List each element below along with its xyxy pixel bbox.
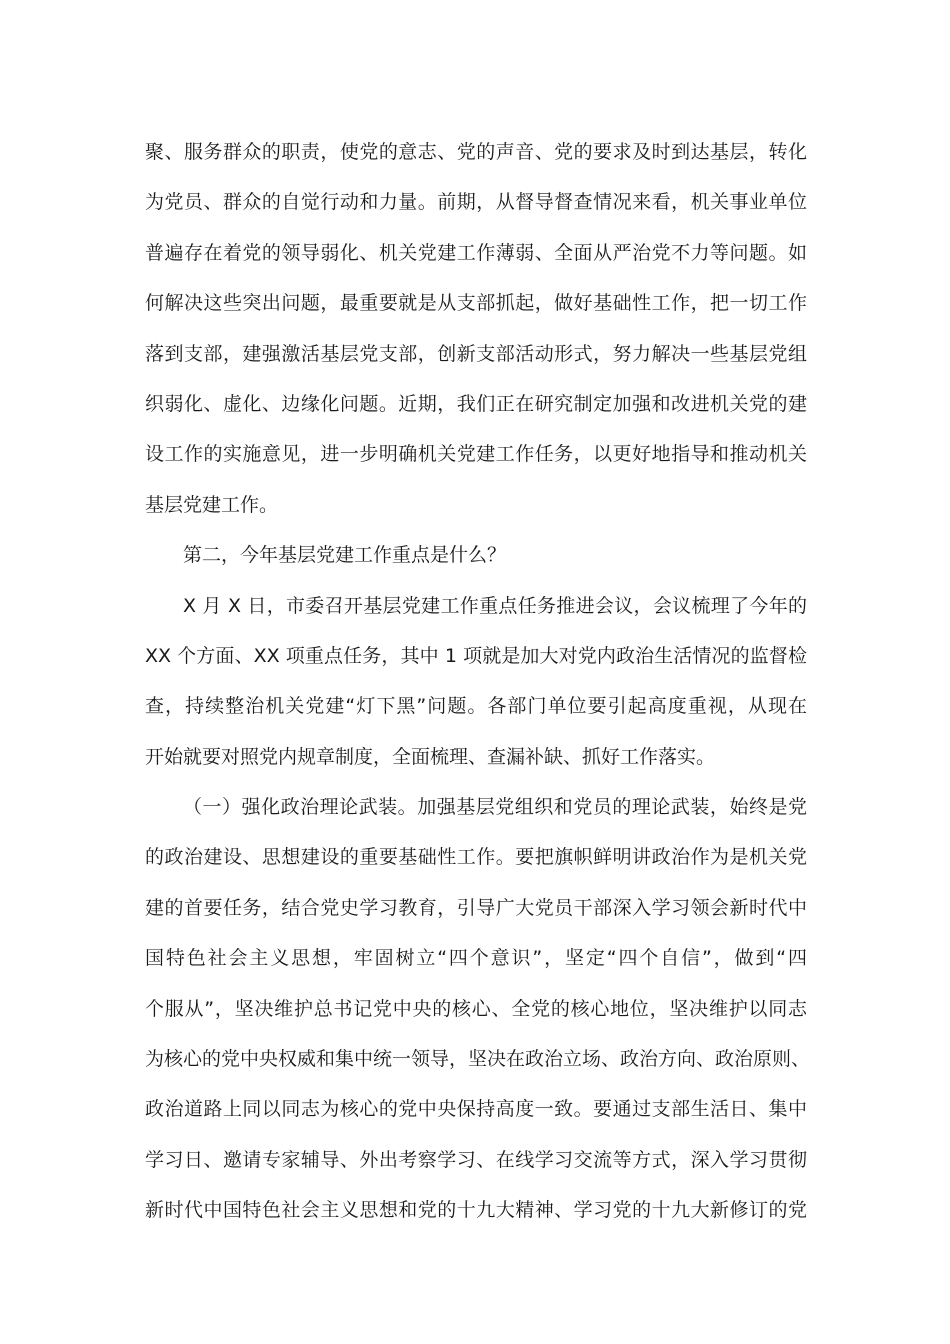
- text-line: 查，持续整治机关党建“灯下黑”问题。各部门单位要引起高度重视，从现在: [145, 695, 807, 718]
- text-line: 聚、服务群众的职责，使党的意志、党的声音、党的要求及时到达基层，转化: [145, 141, 807, 163]
- text-line: 个服从”，坚决维护总书记党中央的核心、全党的核心地位，坚决维护以同志: [145, 997, 807, 1020]
- paragraph-3: [145, 581, 807, 783]
- text-line: 何解决这些突出问题，最重要就是从支部抓起，做好基础性工作，把一切工作: [145, 292, 807, 315]
- text-line: 为党员、群众的自觉行动和力量。前期，从督导督查情况来看，机关事业单位: [145, 191, 807, 214]
- text-line: 学习日、邀请专家辅导、外出考察学习、在线学习交流等方式，深入学习贯彻: [145, 1148, 807, 1171]
- text-line: 建的首要任务，结合党史学习教育，引导广大党员干部深入学习领会新时代中: [145, 896, 807, 919]
- text-line: 基层党建工作。: [145, 493, 279, 516]
- text-line: 新时代中国特色社会主义思想和党的十九大精神、学习党的十九大新修订的党: [145, 1199, 807, 1222]
- text-line: 为核心的党中央权威和集中统一领导，坚决在政治立场、政治方向、政治原则、: [145, 1048, 811, 1071]
- text-line: 开始就要对照党内规章制度，全面梳理、查漏补缺、抓好工作落实。: [145, 745, 716, 768]
- text-line: 织弱化、虚化、边缘化问题。近期，我们正在研究制定加强和改进机关党的建: [145, 392, 807, 415]
- text-line: 国特色社会主义思想，牢固树立“四个意识”，坚定“四个自信”，做到“四: [145, 947, 807, 970]
- text-line: 落到支部，建强激活基层党支部，创新支部活动形式，努力解决一些基层党组: [145, 342, 807, 365]
- text-line: 的政治建设、思想建设的重要基础性工作。要把旗帜鲜明讲政治作为是机关党: [145, 846, 807, 869]
- paragraph-1: [145, 127, 807, 530]
- text-line: 设工作的实施意见，进一步明确机关党建工作任务，以更好地指导和推动机关: [145, 443, 807, 466]
- text-line: XX 个方面、XX 项重点任务，其中 1 项就是加大对党内政治生活情况的监督检: [145, 644, 807, 667]
- text-line: （一）强化政治理论武装。加强基层党组织和党员的理论武装，始终是党: [183, 796, 807, 819]
- document-body: [145, 127, 811, 1236]
- text-line: 政治道路上同以同志为核心的党中央保持高度一致。要通过支部生活日、集中: [145, 1098, 807, 1121]
- paragraph-4: [145, 782, 811, 1236]
- text-line: X 月 X 日，市委召开基层党建工作重点任务推进会议，会议梳理了今年的: [183, 594, 807, 617]
- text-line: 普遍存在着党的领导弱化、机关党建工作薄弱、全面从严治党不力等问题。如: [145, 241, 807, 264]
- section-heading: [145, 530, 807, 580]
- text-line: 第二，今年基层党建工作重点是什么？: [183, 544, 507, 567]
